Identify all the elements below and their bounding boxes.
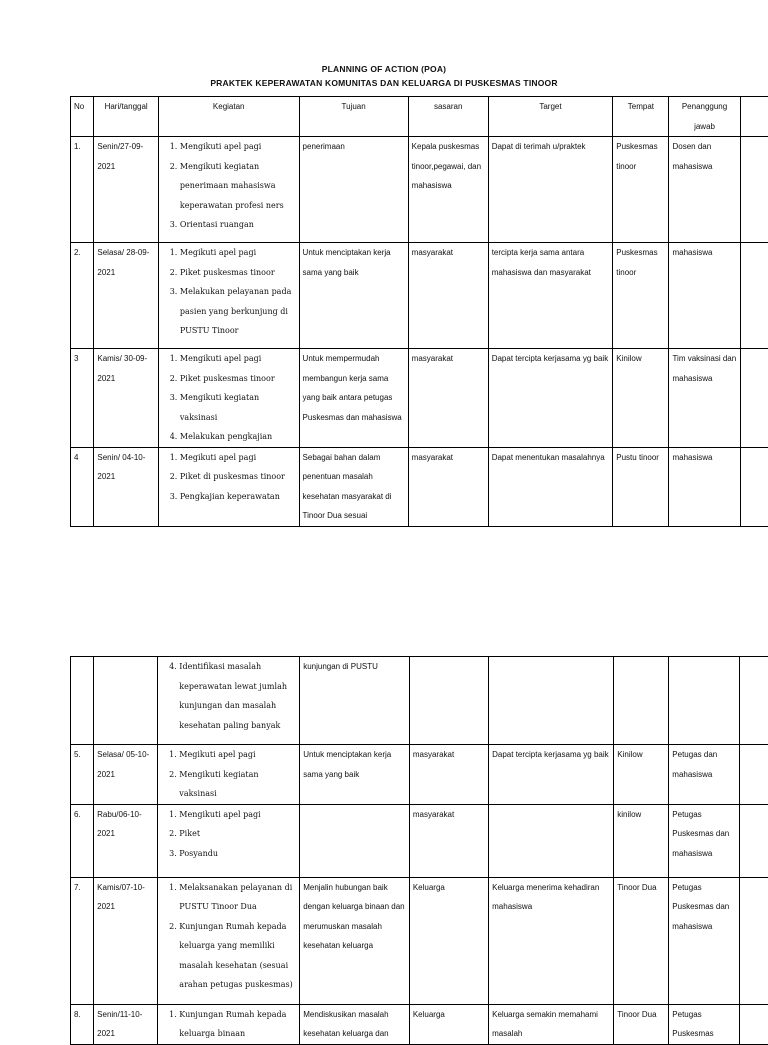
activity-item: 4. Identifikasi masalah keperawatan lewat jumlah kunjungan dan masalah kesehatan paling banyak	[179, 657, 296, 735]
cell-date: Selasa/ 28-09-2021	[94, 243, 159, 349]
header-penanggung-jawab: Penanggung jawab	[669, 97, 740, 137]
cell-pic: Petugas Puskesmas	[669, 1004, 740, 1044]
cell-goal	[300, 804, 410, 877]
activity-item: 4. Melakukan pengkajian	[180, 427, 296, 447]
cell-extra	[740, 137, 768, 243]
table-row	[71, 804, 768, 877]
activity-item: 3. Pengkajian keperawatan	[180, 487, 296, 507]
activity-item: 2. Piket di puskesmas tinoor	[180, 467, 296, 487]
activity-item: 1. Mengikuti apel pagi	[180, 137, 296, 157]
header-target: Target	[488, 97, 613, 137]
cell-no: 2.	[71, 243, 94, 349]
cell-date: Senin/11-10-2021	[94, 1004, 158, 1044]
header-extra	[740, 97, 768, 137]
table-row	[71, 1004, 768, 1044]
cell-activities	[158, 877, 300, 1004]
cell-target	[489, 804, 614, 877]
cell-target-group: masyarakat	[409, 804, 488, 877]
activity-item: 2. Mengikuti kegiatan vaksinasi	[179, 765, 296, 804]
cell-target-group	[409, 657, 488, 745]
cell-extra	[740, 657, 768, 745]
cell-target: Dapat tercipta kerjasama yg baik	[488, 349, 613, 448]
cell-no: 1.	[71, 137, 94, 243]
cell-extra	[740, 1004, 768, 1044]
table-row	[71, 349, 768, 448]
cell-target: Keluarga semakin memahami masalah	[489, 1004, 614, 1044]
cell-target: Dapat menentukan masalahnya	[488, 447, 613, 526]
cell-pic: Tim vaksinasi dan mahasiswa	[669, 349, 740, 448]
cell-date: Kamis/ 30-09-2021	[94, 349, 159, 448]
cell-pic: Dosen dan mahasiswa	[669, 137, 740, 243]
cell-activities	[158, 745, 300, 805]
cell-pic: mahasiswa	[669, 447, 740, 526]
cell-no: 5.	[71, 745, 94, 805]
activity-item: 1. Mengikuti apel pagi	[179, 805, 296, 825]
activity-item: 2. Mengikuti kegiatan penerimaan mahasiswa keperawatan profesi ners	[180, 157, 296, 216]
table-row	[71, 447, 768, 526]
cell-date: Selasa/ 05-10-2021	[94, 745, 158, 805]
cell-no: 4	[71, 447, 94, 526]
activity-item: 1. Megikuti apel pagi	[180, 243, 296, 263]
cell-extra	[740, 447, 768, 526]
activity-item: 2. Piket puskesmas tinoor	[180, 369, 296, 389]
cell-pic: mahasiswa	[669, 243, 740, 349]
activity-item: 2. Piket	[179, 824, 296, 844]
header-kegiatan: Kegiatan	[158, 97, 299, 137]
cell-target: Keluarga menerima kehadiran mahasiswa	[489, 877, 614, 1004]
cell-target-group: masyarakat	[408, 243, 488, 349]
cell-place: Tinoor Dua	[614, 1004, 669, 1044]
cell-target-group: Kepala puskesmas tinoor,pegawai, dan mahasiswa	[408, 137, 488, 243]
cell-place: Puskesmas tinoor	[613, 243, 669, 349]
cell-pic: Petugas Puskesmas dan mahasiswa	[669, 877, 740, 1004]
activity-item: 1. Kunjungan Rumah kepada keluarga binaan	[179, 1005, 296, 1044]
activity-item: 2. Kunjungan Rumah kepada keluarga yang memiliki masalah kesehatan (sesuai arahan petugas puskesmas)	[179, 917, 296, 995]
activity-item: 1. Melaksanakan pelayanan di PUSTU Tinoor Dua	[179, 878, 296, 917]
activity-item: 3. Orientasi ruangan	[180, 215, 296, 235]
cell-target	[489, 657, 614, 745]
cell-goal: Untuk mempermudah membangun kerja sama yang baik antara petugas Puskesmas dan mahasiswa	[299, 349, 408, 448]
cell-goal: penerimaan	[299, 137, 408, 243]
cell-date: Senin/ 04-10-2021	[94, 447, 159, 526]
cell-goal: Sebagai bahan dalam penentuan masalah kesehatan masyarakat di Tinoor Dua sesuai	[299, 447, 408, 526]
cell-extra	[740, 745, 768, 805]
cell-date: Rabu/06-10-2021	[94, 804, 158, 877]
cell-extra	[740, 877, 768, 1004]
cell-activities	[158, 804, 300, 877]
cell-target-group: Keluarga	[409, 877, 488, 1004]
header-hari-tanggal: Hari/tanggal	[94, 97, 159, 137]
cell-goal: Untuk menciptakan kerja sama yang baik	[299, 243, 408, 349]
cell-activities	[158, 137, 299, 243]
cell-date: Senin/27-09-2021	[94, 137, 159, 243]
cell-activities	[158, 1004, 300, 1044]
cell-no: 6.	[71, 804, 94, 877]
cell-no: 7.	[71, 877, 94, 1004]
cell-target: Dapat tercipta kerjasama yg baik	[489, 745, 614, 805]
cell-target-group: masyarakat	[409, 745, 488, 805]
cell-pic: Petugas dan mahasiswa	[669, 745, 740, 805]
activity-item: 1. Megikuti apel pagi	[179, 745, 296, 765]
header-sasaran: sasaran	[408, 97, 488, 137]
activity-item: 1. Mengikuti apel pagi	[180, 349, 296, 369]
cell-no: 3	[71, 349, 94, 448]
table-row	[71, 243, 768, 349]
cell-no: 8.	[71, 1004, 94, 1044]
cell-goal: Mendiskusikan masalah kesehatan keluarga dan	[300, 1004, 410, 1044]
cell-target: Dapat di terimah u/praktek	[488, 137, 613, 243]
page-title: PLANNING OF ACTION (POA)	[0, 64, 768, 74]
poa-table-page-2	[70, 656, 768, 1045]
cell-place: Kinilow	[613, 349, 669, 448]
header-tujuan: Tujuan	[299, 97, 408, 137]
cell-extra	[740, 243, 768, 349]
activity-item: 2. Piket puskesmas tinoor	[180, 263, 296, 283]
cell-date: Kamis/07-10-2021	[94, 877, 158, 1004]
cell-target-group: Keluarga	[409, 1004, 488, 1044]
activity-item: 3. Melakukan pelayanan pada pasien yang berkunjung di PUSTU Tinoor	[180, 282, 296, 341]
cell-extra	[740, 804, 768, 877]
cell-activities	[158, 447, 299, 526]
cell-place: kinilow	[614, 804, 669, 877]
cell-goal: Untuk menciptakan kerja sama yang baik	[300, 745, 410, 805]
cell-place: Kinilow	[614, 745, 669, 805]
header-no: No	[71, 97, 94, 137]
cell-pic: Petugas Puskesmas dan mahasiswa	[669, 804, 740, 877]
cell-target-group: masyarakat	[408, 349, 488, 448]
activity-item: 1. Megikuti apel pagi	[180, 448, 296, 468]
activity-item: 3. Posyandu	[179, 844, 296, 864]
cell-date	[94, 657, 158, 745]
cell-extra	[740, 349, 768, 448]
cell-target: tercipta kerja sama antara mahasiswa dan masyarakat	[488, 243, 613, 349]
header-tempat: Tempat	[613, 97, 669, 137]
cell-activities	[158, 349, 299, 448]
cell-goal: kunjungan di PUSTU	[300, 657, 410, 745]
cell-activities	[158, 243, 299, 349]
table-row-continuation	[71, 657, 768, 745]
cell-place	[614, 657, 669, 745]
cell-pic	[669, 657, 740, 745]
table-row	[71, 137, 768, 243]
cell-place: Puskesmas tinoor	[613, 137, 669, 243]
cell-target-group: masyarakat	[408, 447, 488, 526]
cell-place: Tinoor Dua	[614, 877, 669, 1004]
activity-item: 3. Mengikuti kegiatan vaksinasi	[180, 388, 296, 427]
cell-place: Pustu tinoor	[613, 447, 669, 526]
page-subtitle: PRAKTEK KEPERAWATAN KOMUNITAS DAN KELUARGA DI PUSKESMAS TINOOR	[0, 78, 768, 88]
poa-table-page-1	[70, 96, 768, 527]
table-row	[71, 877, 768, 1004]
cell-activities	[158, 657, 300, 745]
cell-no	[71, 657, 94, 745]
cell-goal: Menjalin hubungan baik dengan keluarga binaan dan merumuskan masalah kesehatan keluarga	[300, 877, 410, 1004]
table-header-row	[71, 97, 768, 137]
table-row	[71, 745, 768, 805]
